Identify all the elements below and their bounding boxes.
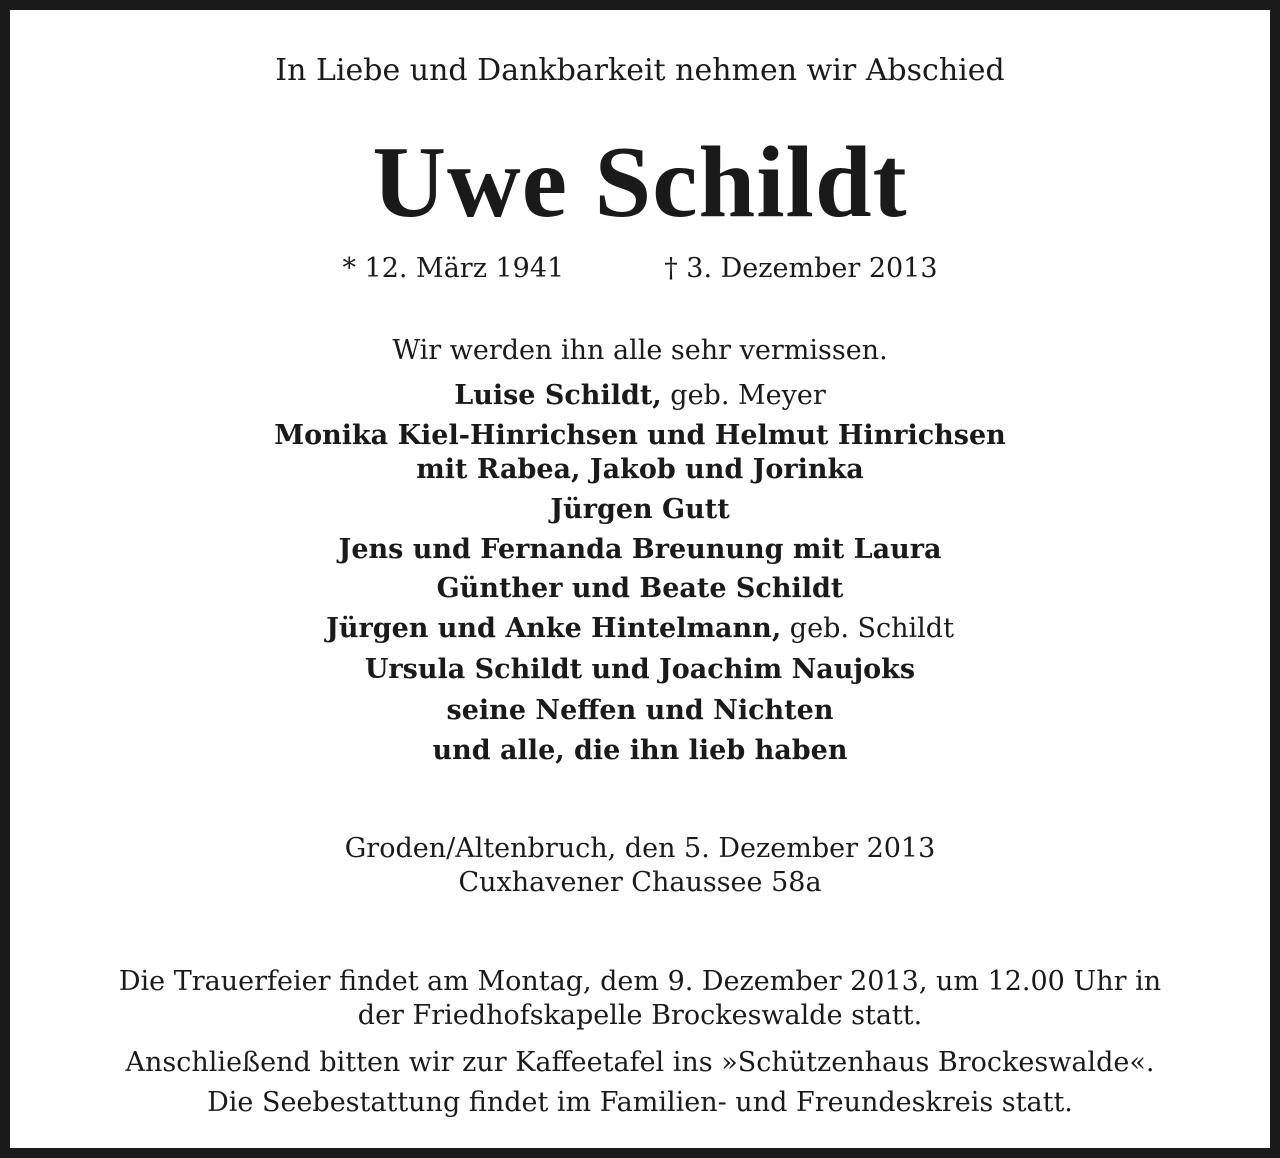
life-dates [10,250,1270,288]
mourner-line [10,692,1270,730]
funeral-info-line-1: Die Trauerfeier findet am Montag, dem 9. Dezember 2013, um 12.00 Uhr in [118,966,1162,997]
burial-info: Die Seebestattung findet im Familien- und Freundeskreis statt. [207,1087,1073,1118]
mourner-name: mit Rabea, Jakob und Jorinka [416,454,864,485]
mourner-name: Jens und Fernanda Breunung mit Laura [338,534,942,565]
birth-date: * 12. März 1941 [342,253,565,284]
mourner-suffix: geb. Meyer [661,380,826,411]
death-date: † 3. Dezember 2013 [664,253,938,284]
address: Cuxhavener Chaussee 58a [458,867,822,898]
mourner-line [10,451,1270,489]
mourner-name: Luise Schildt, [454,380,662,411]
mourner-line [10,491,1270,529]
mourner-line [10,610,1270,648]
mourner-suffix: geb. Schildt [781,613,954,644]
mourner-line [10,732,1270,770]
mourner-name: Ursula Schildt und Joachim Naujoks [364,654,916,685]
reception-info: Anschließend bitten wir zur Kaffeetafel ins »Schützenhaus Brockeswalde«. [125,1047,1155,1078]
mourner-line [10,417,1270,455]
funeral-info-line-2: der Friedhofskapelle Brockeswalde statt. [357,1000,923,1031]
mourner-line [10,651,1270,689]
mourner-name: Jürgen und Anke Hintelmann, [326,613,782,644]
mourner-line [10,570,1270,608]
mourner-name: seine Neffen und Nichten [446,695,834,726]
farewell-message: Wir werden ihn alle sehr vermissen. [392,335,888,366]
mourner-line [10,377,1270,415]
place-date: Groden/Altenbruch, den 5. Dezember 2013 [344,833,936,864]
mourner-name: Jürgen Gutt [550,494,730,525]
mourner-name: und alle, die ihn lieb haben [432,735,848,766]
mourner-name: Günther und Beate Schildt [436,573,844,604]
intro-text: In Liebe und Dankbarkeit nehmen wir Abschied [275,53,1005,88]
mourner-name: Monika Kiel-Hinrichsen und Helmut Hinrichsen [274,420,1006,451]
deceased-name: Uwe Schildt [372,126,908,239]
mourner-line [10,531,1270,569]
